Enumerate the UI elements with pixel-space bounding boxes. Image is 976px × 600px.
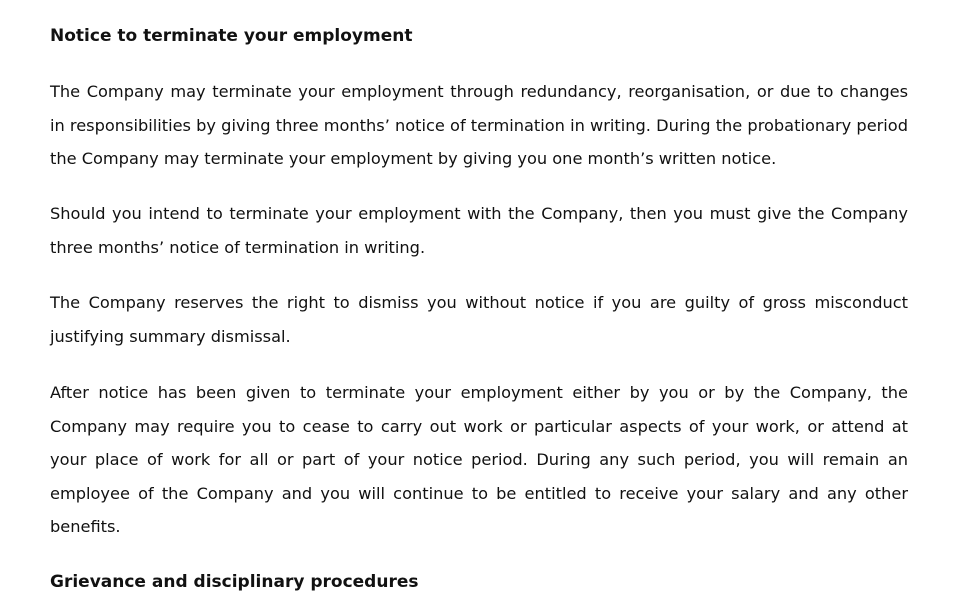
paragraph-employee-termination: Should you intend to terminate your employment with the Company, then you must give the Company three months’ notice of termination in writing. bbox=[50, 204, 908, 257]
section-heading-grievance-disciplinary: Grievance and disciplinary procedures bbox=[50, 572, 419, 592]
paragraph-notice-period-conditions: After notice has been given to terminate your employment either by you or by the Company, the Company may require you to cease to carry out work or particular aspects of your work, or attend at your place of work for all or part of your notice period. During any such period, you will remain an employee of the Company and you will continue to be entitled to receive your salary and any other benefits. bbox=[50, 383, 908, 536]
section-heading-notice-termination: Notice to terminate your employment bbox=[50, 26, 413, 46]
paragraph-company-termination: The Company may terminate your employment through redundancy, reorganisation, or due to changes in responsibilities by giving three months’ notice of termination in writing. During the probationary period the Company may terminate your employment by giving you one month’s written notice. bbox=[50, 82, 908, 168]
paragraph-summary-dismissal: The Company reserves the right to dismiss you without notice if you are guilty of gross misconduct justifying summary dismissal. bbox=[50, 293, 908, 346]
